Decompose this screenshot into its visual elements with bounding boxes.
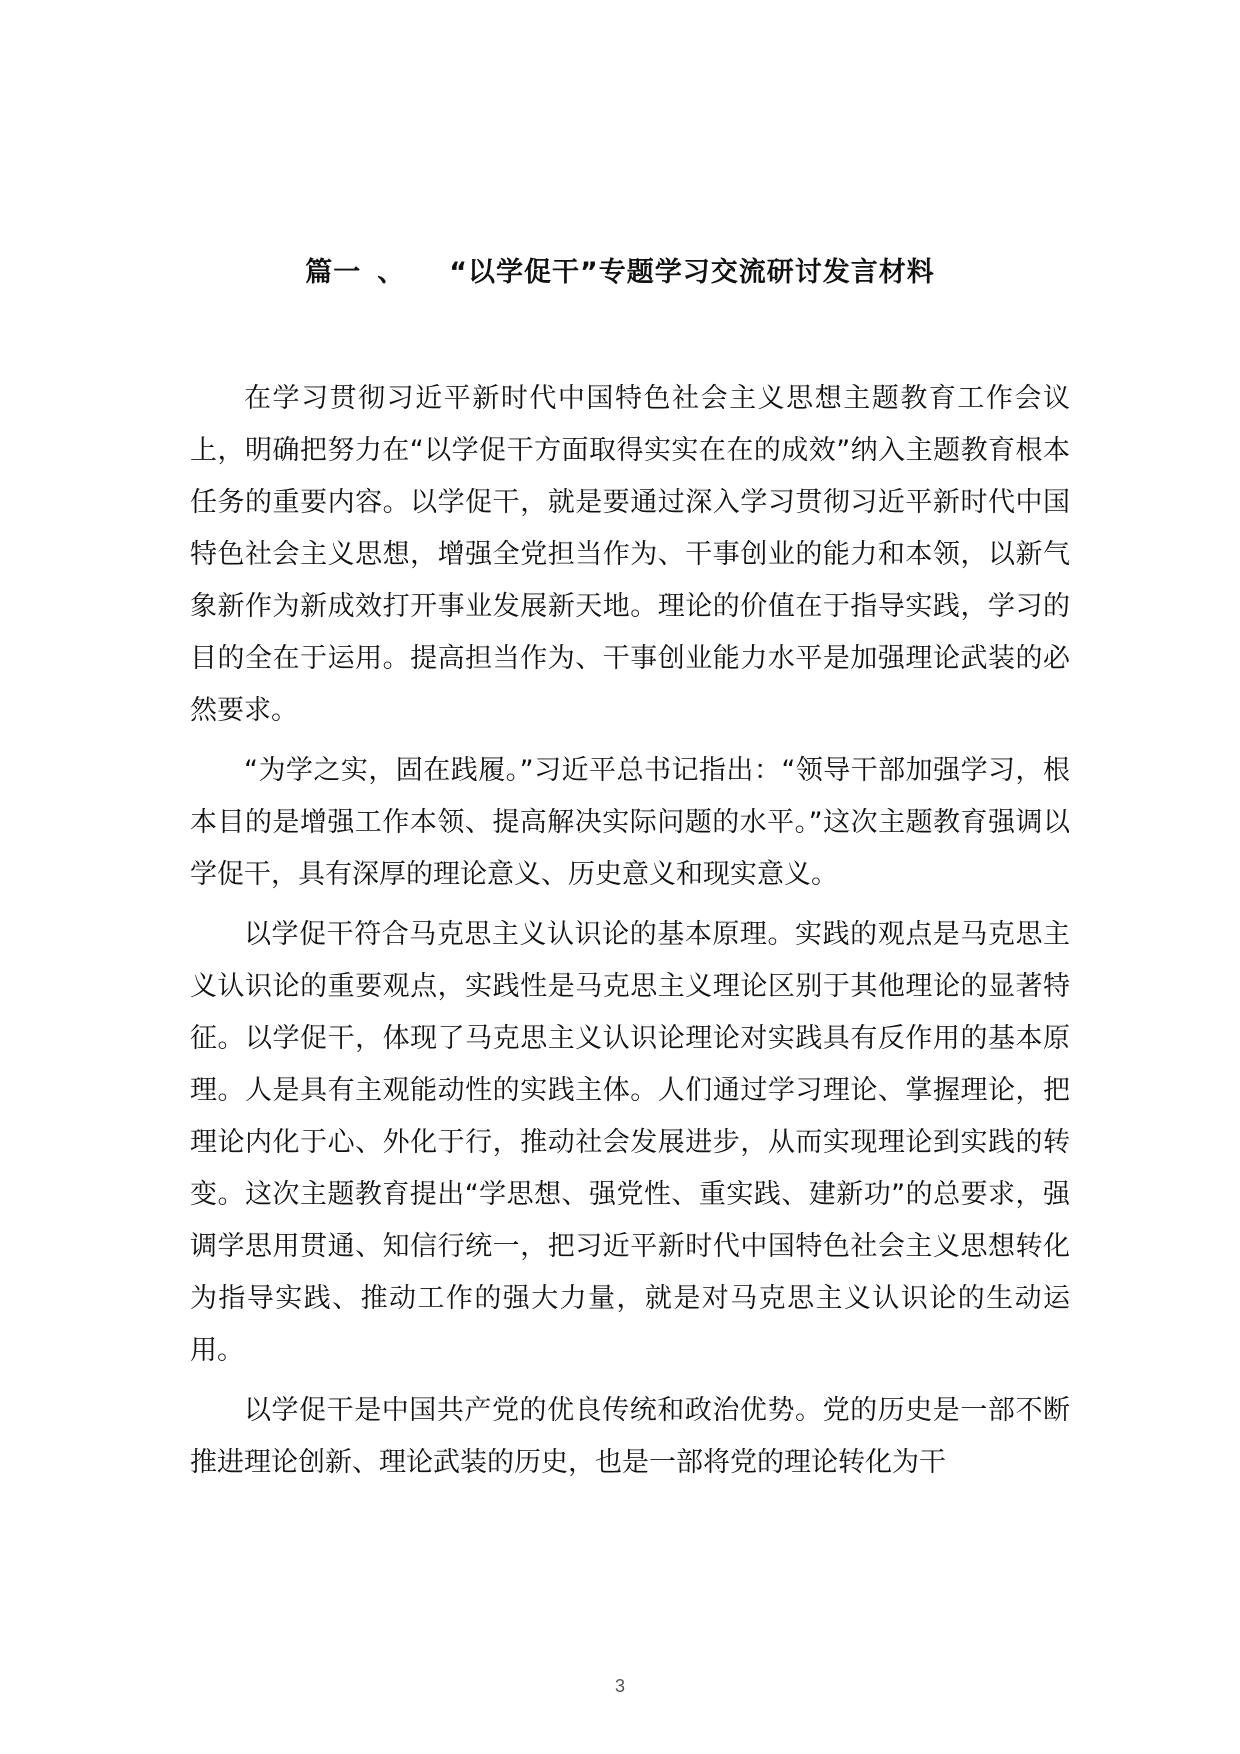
paragraph: “为学之实，固在践履。”习近平总书记指出：“领导干部加强学习，根本目的是增强工作本领、提高解决实际问题的水平。”这次主题教育强调以学促干，具有深厚的理论意义、历史意义和现实意义。 <box>190 755 1070 890</box>
paragraph: 以学促干符合马克思主义认识论的基本原理。实践的观点是马克思主义认识论的重要观点，实践性是马克思主义理论区别于其他理论的显著特征。以学促干，体现了马克思主义认识论理论对实践具有反作用的基本原理。人是具有主观能动性的实践主体。人们通过学习理论、掌握理论，把理论内化于心、外化于行，推动社会发展进步，从而实现理论到实践的转变。这次主题教育提出“学思想、强党性、重实践、建新功”的总要求，强调学思用贯通、知信行统一，把习近平新时代中国特色社会主义思想转化为指导实践、推动工作的强大力量，就是对马克思主义认识论的生动运用。 <box>190 919 1070 1366</box>
document-body <box>190 373 1070 1497</box>
page-number: 3 <box>614 1676 625 1696</box>
paragraph: 以学促干是中国共产党的优良传统和政治优势。党的历史是一部不断推进理论创新、理论武装的历史，也是一部将党的理论转化为干 <box>190 1395 1070 1478</box>
title-number: 篇一 <box>305 257 362 289</box>
document-title <box>0 255 1240 291</box>
paragraph: 在学习贯彻习近平新时代中国特色社会主义思想主题教育工作会议上，明确把努力在“以学促干方面取得实实在在的成效”纳入主题教育根本任务的重要内容。以学促干，就是要通过深入学习贯彻习近平新时代中国特色社会主义思想，增强全党担当作为、干事创业的能力和本领，以新气象新作为新成效打开事业发展新天地。理论的价值在于指导实践，学习的目的全在于运用。提高担当作为、干事创业能力水平是加强理论武装的必然要求。 <box>190 383 1070 726</box>
title-separator: 、 <box>377 257 406 289</box>
title-text: “以学促干”专题学习交流研讨发言材料 <box>449 257 935 289</box>
